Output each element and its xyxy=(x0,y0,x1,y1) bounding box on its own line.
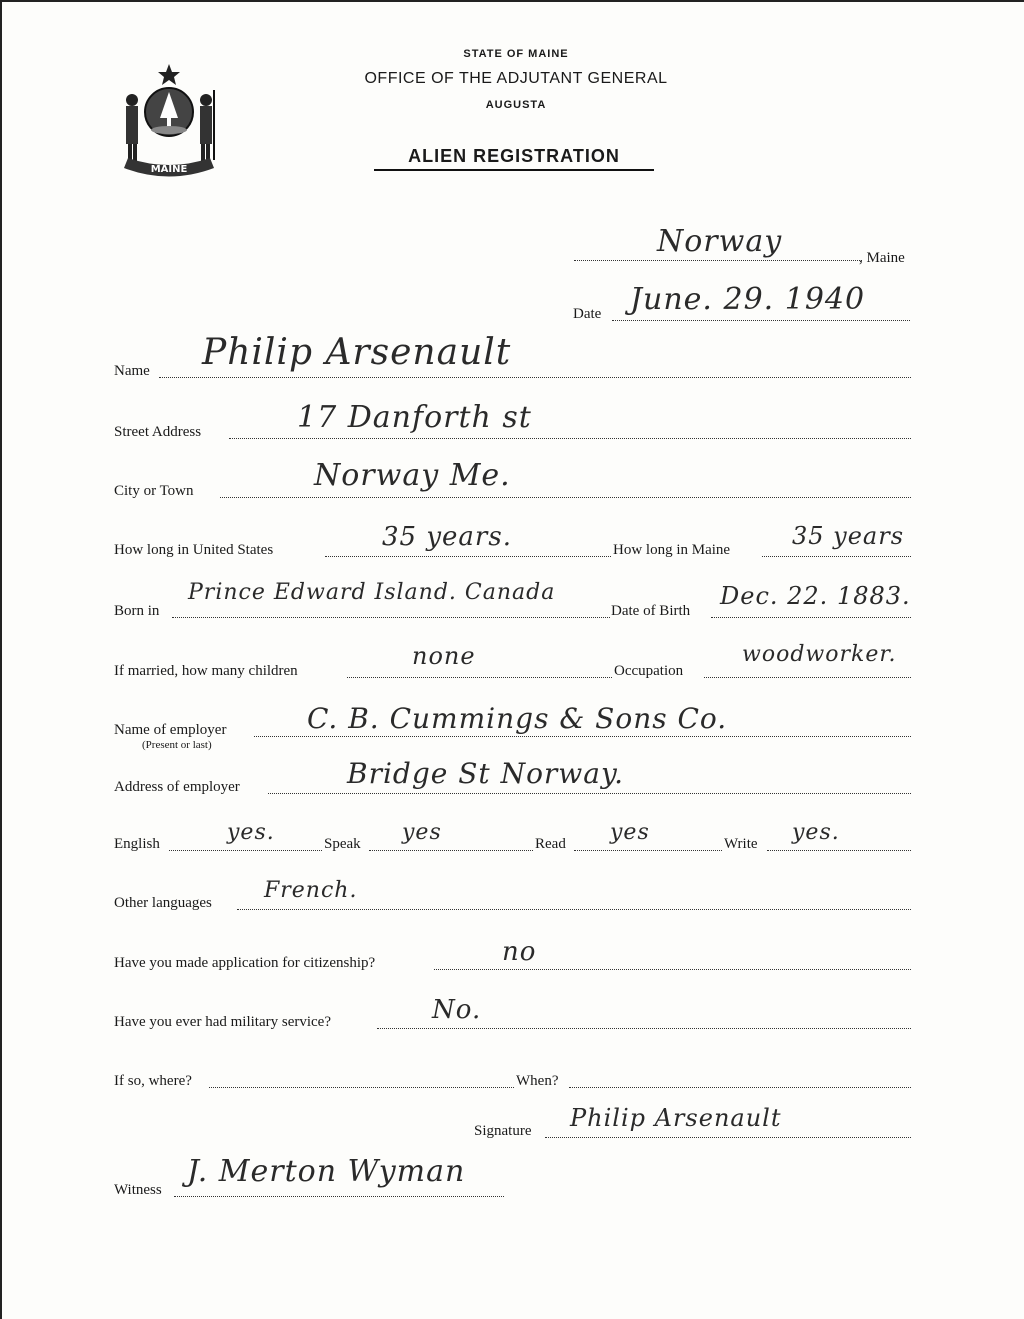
speak-label: Speak xyxy=(324,836,361,852)
where-label: If so, where? xyxy=(114,1073,192,1089)
town-value: Norway xyxy=(657,224,783,259)
city-value: Norway Me. xyxy=(314,458,511,493)
seal-text: MAINE xyxy=(150,164,188,175)
when-label: When? xyxy=(516,1073,559,1089)
street-label: Street Address xyxy=(114,424,202,440)
other-languages-value: French. xyxy=(264,878,358,903)
employer-note: (Present or last) xyxy=(142,739,212,751)
write-label: Write xyxy=(724,836,758,852)
form-title: ALIEN REGISTRATION xyxy=(374,146,654,171)
witness-label: Witness xyxy=(114,1182,162,1198)
employer-address-value: Bridge St Norway. xyxy=(347,757,624,790)
children-label: If married, how many children xyxy=(114,663,298,679)
military-label: Have you ever had military service? xyxy=(114,1014,331,1030)
signature-value: Philip Arsenault xyxy=(570,1104,782,1132)
born-in-label: Born in xyxy=(114,603,160,619)
english-label: English xyxy=(114,836,160,852)
city-label: City or Town xyxy=(114,483,194,499)
name-value: Philip Arsenault xyxy=(202,332,512,373)
occupation-label: Occupation xyxy=(614,663,684,679)
name-label: Name xyxy=(114,363,150,379)
state-heading: STATE OF MAINE xyxy=(463,48,569,60)
street-value: 17 Danforth st xyxy=(297,400,532,435)
us-duration-value: 35 years. xyxy=(382,522,512,552)
speak-value: yes xyxy=(402,820,442,845)
office-heading: OFFICE OF THE ADJUTANT GENERAL xyxy=(364,70,668,87)
write-value: yes. xyxy=(792,820,840,845)
maine-duration-label: How long in Maine xyxy=(613,542,731,558)
maine-duration-value: 35 years xyxy=(792,522,905,550)
employer-value: C. B. Cummings & Sons Co. xyxy=(307,702,728,735)
dob-label: Date of Birth xyxy=(611,603,691,619)
date-label: Date xyxy=(573,306,602,322)
read-label: Read xyxy=(535,836,566,852)
occupation-value: woodworker. xyxy=(742,642,897,667)
other-languages-label: Other languages xyxy=(114,895,212,911)
employer-address-label: Address of employer xyxy=(114,779,240,795)
citizenship-label: Have you made application for citizenship? xyxy=(114,955,376,971)
employer-label: Name of employer xyxy=(114,722,227,738)
dob-value: Dec. 22. 1883. xyxy=(720,582,911,610)
signature-label: Signature xyxy=(474,1123,532,1139)
born-in-value: Prince Edward Island. Canada xyxy=(188,580,556,605)
children-value: none xyxy=(412,642,476,670)
witness-value: J. Merton Wyman xyxy=(187,1154,466,1189)
us-duration-label: How long in United States xyxy=(114,542,274,558)
city-heading: AUGUSTA xyxy=(485,99,547,111)
military-value: No. xyxy=(432,995,482,1025)
read-value: yes xyxy=(610,820,650,845)
maine-label: , Maine xyxy=(859,250,905,266)
citizenship-value: no xyxy=(502,937,537,967)
date-value: June. 29. 1940 xyxy=(630,282,866,317)
english-value: yes. xyxy=(227,820,275,845)
